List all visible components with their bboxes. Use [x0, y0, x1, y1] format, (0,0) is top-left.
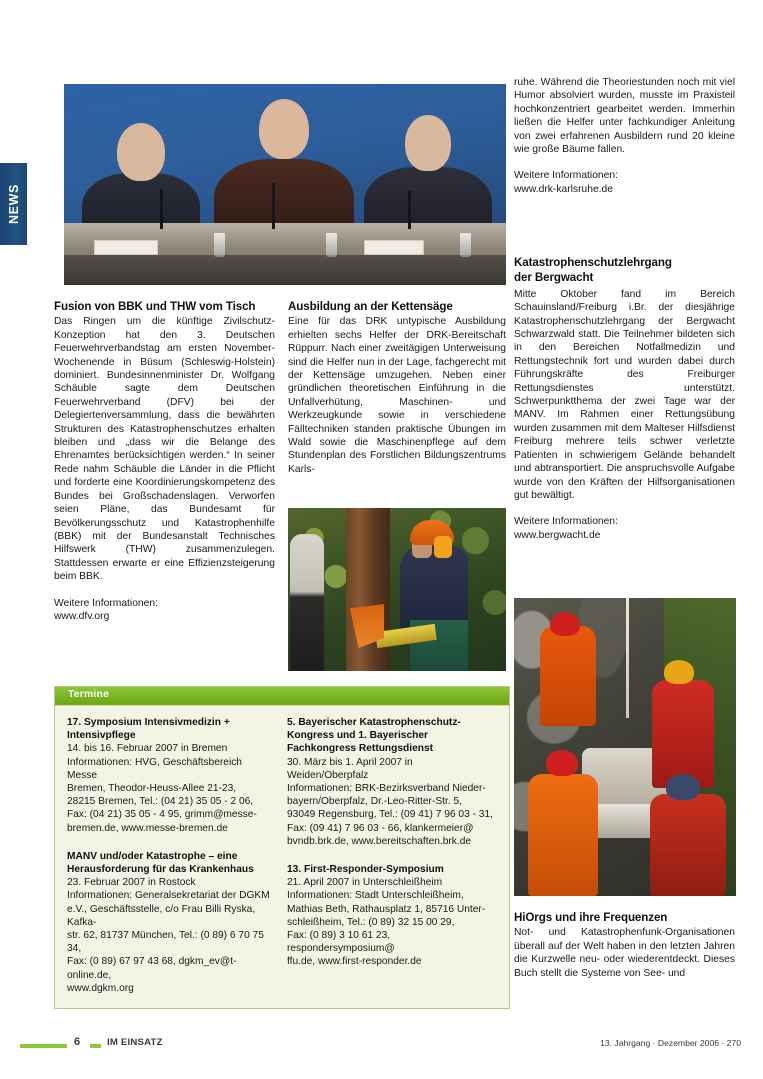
info-url[interactable]: www.dfv.org	[54, 610, 110, 622]
event-line: bayern/Oberpfalz, Dr.-Leo-Ritter-Str. 5,	[287, 796, 462, 808]
event-item	[67, 716, 273, 835]
event-title: 17. Symposium Intensivmedizin + Intensivpflege	[67, 717, 230, 742]
panelist-head	[259, 99, 309, 159]
event-line: 30. März bis 1. April 2007 in Weiden/Oberpfalz	[287, 756, 413, 781]
event-item	[287, 716, 493, 848]
event-line: Informationen: Stadt Unterschleißheim,	[287, 890, 464, 902]
microphone	[160, 189, 163, 229]
event-line: Fax: (0 89) 67 97 43 68, dgkm_ev@t-online.de,	[67, 956, 237, 981]
termine-column-left	[67, 716, 273, 995]
event-title: 13. First-Responder-Symposium	[287, 864, 444, 876]
info-url[interactable]: www.bergwacht.de	[514, 529, 601, 541]
event-line: Fax: (04 21) 35 05 - 4 95, grimm@messe-	[67, 809, 257, 821]
name-plate	[94, 240, 158, 255]
event-line: bvndb.brk.de, www.bereitschaften.brk.de	[287, 835, 472, 847]
article-left-body: Das Ringen um die künftige Zivilschutz-Konzeption hat den 3. Deutschen Feuerwehrverbandstag am ersten November-Wochenende in Büsum (Schleswig-Holstein) dominiert. Bundesinnenminister Dr. Wolfgang Schäuble sagte dem Deutschen Feuerwehrverband (DFV) bei der Delegiertenversammlung, dass die bewährten Strukturen des Katastrophenschutzes erhalten bleiben und „dass wir die Belange des Ehrenamtes berücksichtigen werden.“ In seiner Rede nahm Schäuble die Länder in die Pflicht und forderte eine Koordinierungskompetenz des Bundes bei Großschadenslagen. Verworfen seien Pläne, das Bundesamt für Bevölkerungsschutz und Katastrophenhilfe (BBK) mit der Bundesanstalt Technisches Hilfswerk (THW) zusammenzulegen. Stattdessen erwarte er eine Effizienzsteigerung beim BBK.	[54, 316, 275, 583]
article-middle-body: Eine für das DRK untypische Ausbildung erhielten sechs Helfer der DRK-Bereitschaft Rüppurr. Nach einer zweitägigen Unterweisung sind die Helfer nun in der Lage, fachgerecht mit der Kettensäge umzugehen. Neben einer gründlichen theoretischen Einführung in die Unfallverhütung, Maschinen- und Werkzeugkunde sowie in verschiedene Fälltechniken standen praktische Übungen im Wald sowie die Maschinenpflege auf dem Stundenplan des Forstlichen Bildungszentrums Karls-	[288, 316, 506, 475]
magazine-title: IM EINSATZ	[107, 1037, 163, 1048]
panelist-head	[405, 115, 451, 171]
footer-rule	[20, 1044, 67, 1048]
article-middle	[288, 300, 506, 476]
section-tab-news	[0, 163, 27, 245]
article-right-bottom	[514, 911, 735, 980]
info-url[interactable]: www.drk-karlsruhe.de	[514, 183, 613, 195]
microphone	[408, 191, 411, 229]
article-right-bottom-headline: HiOrgs und ihre Frequenzen	[514, 911, 668, 924]
event-line: ffu.de, www.first-responder.de	[287, 956, 422, 968]
event-line: Fax: (09 41) 7 96 03 - 66, klankermeier@	[287, 822, 474, 834]
article-left	[54, 300, 275, 623]
rescuer	[528, 774, 598, 896]
article-right-headline-line2: der Bergwacht	[514, 271, 594, 285]
event-line: Informationen: Generalsekretariat der DGKM	[67, 890, 270, 902]
termine-box	[54, 686, 510, 1009]
rescuer-helmet	[546, 750, 578, 776]
page-footer	[0, 1036, 763, 1062]
water-glass	[326, 233, 337, 257]
article-right-middle-body: Mitte Oktober fand im Bereich Schauinsland/Freiburg i.Br. der diesjährige Katastrophenschutzlehrgang der Bergwacht Schwarzwald statt. Die Teilnehmer bildeten sich in den Bereichen Notfallmedizin und Rettungstechnik fort und wurden dabei durch Führungskräfte des Freiburger Rettungsdienstes unterstützt. Schwerpunktthema der zwei Tage war der MANV. Im Rahmen einer Rettungsübung wurden zusammen mit dem Malteser Hilfsdienst Freiburg mehrere teils schwer verletzte Patienten in schwierigem Gelände behandelt und abtransportiert. Die anspruchsvolle Aufgabe wurde von den Kräften der Hilfsorganisationen gut bewältigt.	[514, 288, 735, 501]
event-title: MANV und/oder Katastrophe – eine Herausforderung für das Krankenhaus	[67, 850, 254, 876]
name-plate	[364, 240, 424, 255]
article-left-headline: Fusion von BBK und THW vom Tisch	[54, 300, 256, 313]
event-line: str. 62, 81737 München, Tel.: (0 89) 6 70 75 34,	[67, 930, 264, 955]
termine-header	[55, 687, 509, 706]
info-label: Weitere Informationen:	[54, 597, 158, 609]
ear-protection	[434, 536, 452, 558]
event-line: bremen.de, www.messe-bremen.de	[67, 822, 228, 834]
event-line: 23. Februar 2007 in Rostock	[67, 877, 196, 889]
info-label: Weitere Informationen:	[514, 170, 618, 182]
press-conference-photo	[64, 84, 506, 285]
event-line: 93049 Regensburg, Tel.: (09 41) 7 96 03 - 31,	[287, 809, 493, 821]
event-line: Informationen: BRK-Bezirksverband Nieder-	[287, 783, 486, 795]
article-middle-headline: Ausbildung an der Kettensäge	[288, 300, 453, 313]
rescuer	[652, 680, 714, 788]
microphone	[272, 183, 275, 229]
rescue-rope	[626, 598, 629, 718]
rescuer	[650, 794, 726, 896]
rescuer-helmet	[550, 612, 580, 636]
event-line: Fax: (0 89) 3 10 61 23, respondersymposium@	[287, 930, 395, 955]
event-line: Informationen: HVG, Geschäftsbereich Messe	[67, 756, 242, 781]
article-right-top	[514, 76, 735, 196]
article-left-info	[54, 597, 275, 624]
event-item	[287, 863, 493, 969]
article-right-headline-line1: Katastrophenschutzlehrgang	[514, 256, 672, 269]
water-glass	[214, 233, 225, 257]
rescuer	[540, 626, 596, 726]
info-label: Weitere Informationen:	[514, 516, 618, 528]
mountain-rescue-photo	[514, 598, 736, 896]
page-number: 6	[74, 1036, 81, 1048]
rescuer-helmet	[666, 774, 700, 800]
article-right-top-info	[514, 169, 735, 196]
event-line: www.dgkm.org	[67, 982, 134, 994]
chainsaw-training-photo	[288, 508, 506, 671]
second-worker	[290, 534, 324, 671]
panelist-head	[117, 123, 165, 181]
article-right-middle	[514, 256, 735, 542]
event-item	[67, 850, 273, 995]
event-title: 5. Bayerischer Katastrophenschutz-Kongress und 1. Bayerischer Fachkongress Rettungsdienst	[287, 717, 461, 755]
article-right-bottom-body: Not- und Katastrophenfunk-Organisationen überall auf der Welt haben in den letzten Jahren die Kurzwelle neu- oder wiederentdeckt. Dieses Buch stellt die Systeme von See- und	[514, 927, 735, 979]
event-line: Mathias Beth, Rathausplatz 1, 85716 Unter-	[287, 903, 486, 915]
table-cloth	[64, 255, 506, 285]
section-tab-label: NEWS	[6, 184, 21, 224]
termine-header-label: Termine	[68, 689, 110, 700]
rescuer-helmet	[664, 660, 694, 684]
water-glass	[460, 233, 471, 257]
event-line: schleißheim, Tel.: (0 89) 32 15 00 29,	[287, 916, 455, 928]
event-line: Bremen, Theodor-Heuss-Allee 21-23,	[67, 783, 237, 795]
issue-info: 13. Jahrgang · Dezember 2006 · 270	[600, 1038, 741, 1048]
article-right-top-body: ruhe. Während die Theoriestunden noch mit viel Humor absolviert wurden, musste im Praxisteil hochkonzentriert gearbeitet werden. Immerhin ließen die Helfer unter fachkundiger Anleitung von zwei erfahrenen Ausbildern rund 20 kleine wie große Bäume fallen.	[514, 77, 735, 156]
event-line: 21. April 2007 in Unterschleißheim	[287, 877, 443, 889]
termine-column-right	[287, 716, 493, 995]
event-line: 28215 Bremen, Tel.: (04 21) 35 05 - 2 06,	[67, 796, 254, 808]
article-right-middle-info	[514, 515, 735, 542]
event-line: 14. bis 16. Februar 2007 in Bremen	[67, 743, 228, 755]
footer-dash	[90, 1044, 101, 1048]
termine-body	[55, 706, 509, 1008]
event-line: e.V., Geschäftsstelle, c/o Frau Billi Ryska, Kafka-	[67, 903, 256, 928]
